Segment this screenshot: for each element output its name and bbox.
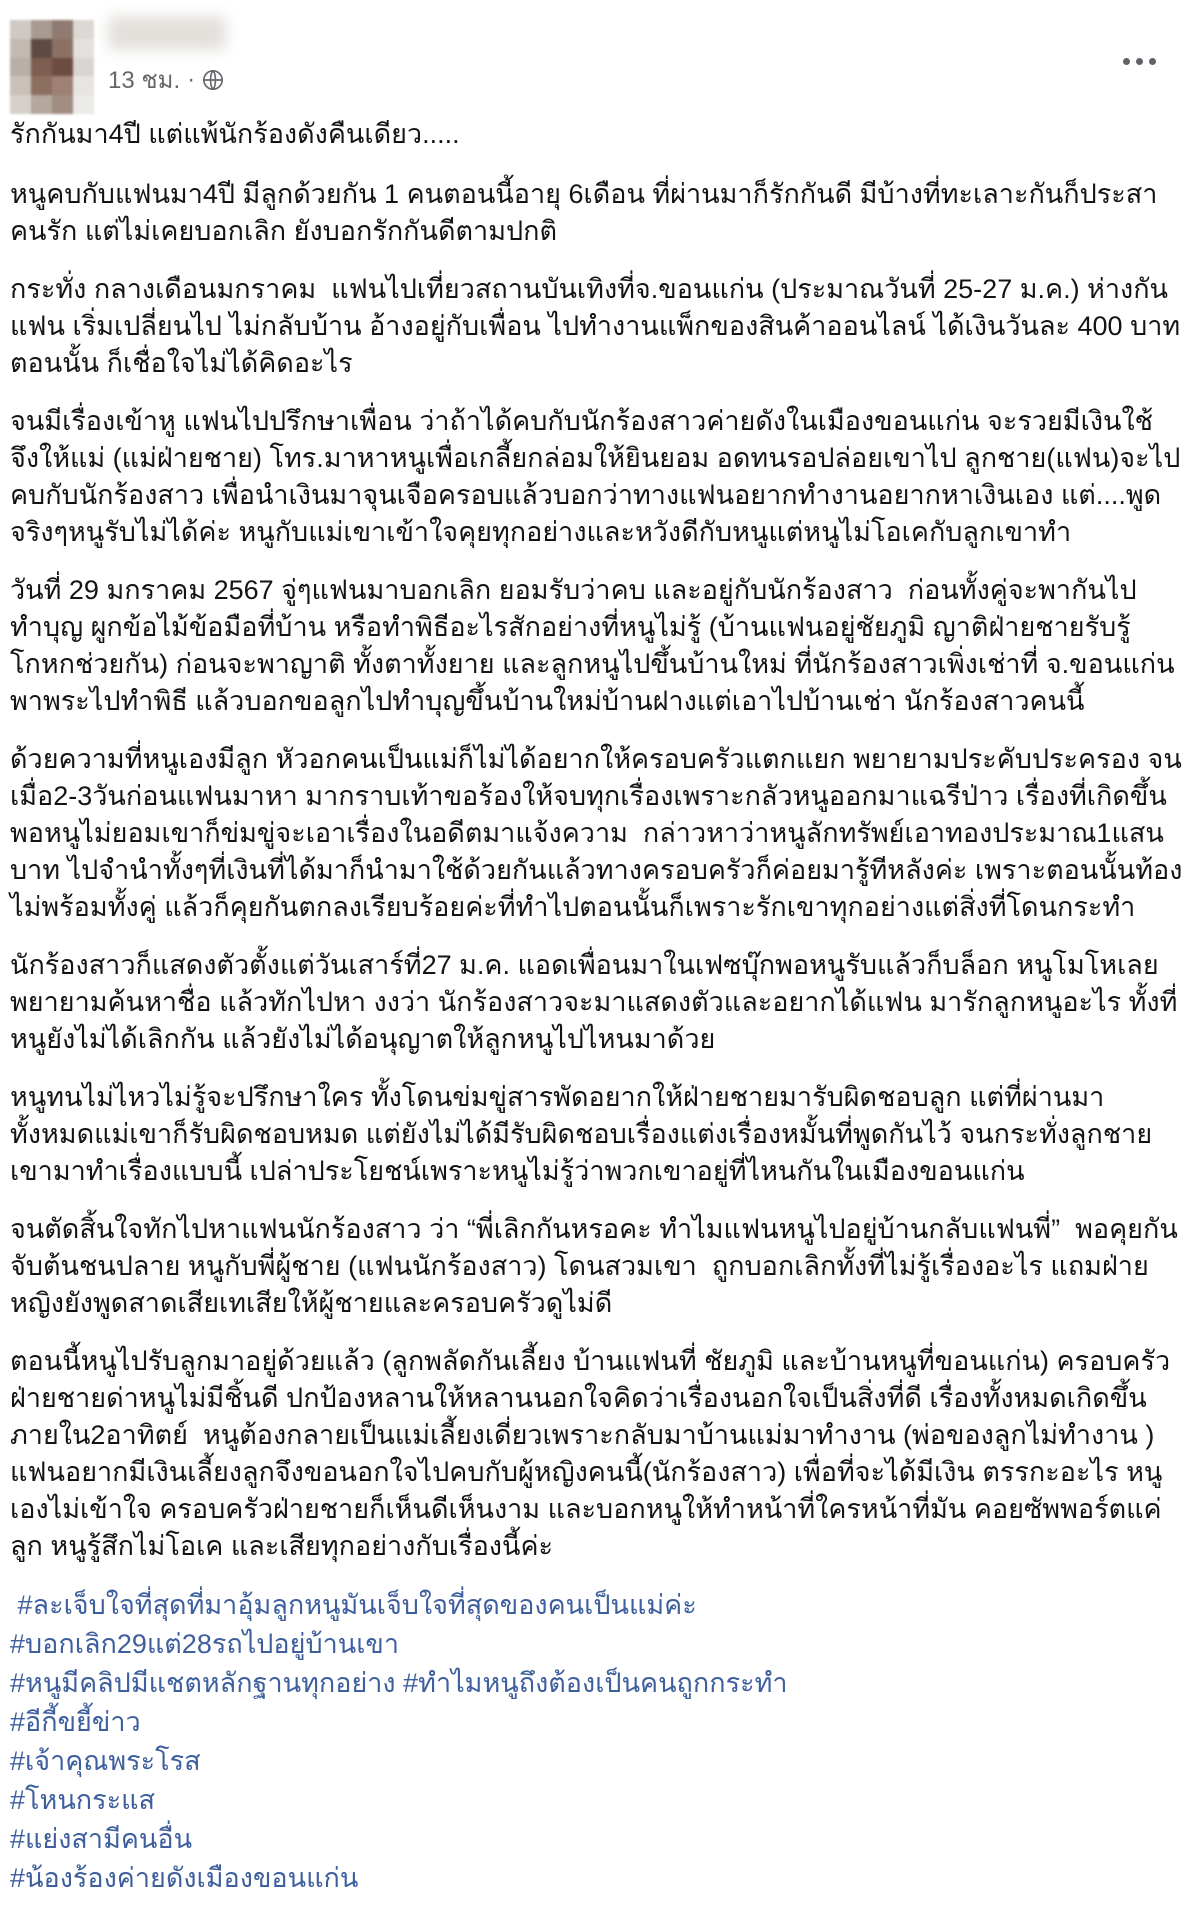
ellipsis-icon <box>1136 58 1143 65</box>
post-body <box>10 116 1196 1898</box>
hashtag-link[interactable]: #แย่งสามีคนอื่น <box>10 1824 193 1854</box>
globe-icon <box>202 69 224 91</box>
hashtag-link[interactable]: #หนูมีคลิปมีแชตหลักฐานทุกอย่าง <box>10 1668 396 1698</box>
hashtag-prefix <box>10 1590 18 1620</box>
post-paragraph: วันที่ 29 มกราคม 2567 จู่ๆแฟนมาบอกเลิก ยอมรับว่าคบ และอยู่กับนักร้องสาว ก่อนทั้งคู่จะพากันไปทำบุญ ผูกข้อไม้ข้อมือที่บ้าน หรือทำพิธีอะไรสักอย่างที่หนูไม่รู้ (บ้านแฟนอยู่ชัยภูมิ ญาติฝ่ายชายรับรู้โกหกช่วยกัน) ก่อนจะพาญาติ ทั้งตาทั้งยาย และลูกหนูไปขึ้นบ้านใหม่ ที่นักร้องสาวเพิ่งเช่าที่ จ.ขอนแก่น พาพระไปทำพิธี แล้วบอกขอลูกไปทำบุญขึ้นบ้านใหม่บ้านฝางแต่เอาไปบ้านเช่า นักร้องสาวคนนี้ <box>10 575 1183 716</box>
hashtag-link[interactable]: #เจ้าคุณพระโรส <box>10 1746 201 1776</box>
hashtag-line <box>10 1664 1186 1703</box>
post-paragraph: นักร้องสาวก็แสดงตัวตั้งแต่วันเสาร์ที่27 ม.ค. แอดเพื่อนมาในเฟซบุ๊กพอหนูรับแล้วก็บล็อก หนูโมโหเลย พยายามค้นหาชื่อ แล้วทักไปหา งงว่า นักร้องสาวจะมาแสดงตัวและอยากได้แฟน มารักลูกหนูอะไร ทั้งที่หนูยังไม่ได้เลิกกัน แล้วยังไม่ได้อนุญาตให้ลูกหนูไปไหนมาด้วย <box>10 950 1178 1054</box>
hashtag-link[interactable]: #ละเจ็บใจที่สุดที่มาอุ้มลูกหนูมันเจ็บใจที่สุดของคนเป็นแม่ค่ะ <box>17 1590 697 1620</box>
hashtag-line <box>10 1781 1186 1820</box>
hashtag-link[interactable]: #อีกี้ขยี้ข่าว <box>10 1707 141 1737</box>
post-paragraph: ด้วยความที่หนูเองมีลูก หัวอกคนเป็นแม่ก็ไม่ได้อยากให้ครอบครัวแตกแยก พยายามประคับประครอง จนเมื่อ2-3วันก่อนแฟนมาหา มากราบเท้าขอร้องให้จบทุกเรื่องเพราะกลัวหนูออกมาแฉรีป่าว เรื่องที่เกิดขึ้น พอหนูไม่ยอมเขาก็ข่มขู่จะเอาเรื่องในอดีตมาแจ้งความ กล่าวหาว่าหนูลักทรัพย์เอาทองประมาณ1แสนบาท ไปจำนำทั้งๆที่เงินที่ได้มาก็นำมาใช้ด้วยกันแล้วทางครอบครัวก็ค่อยมารู้ทีหลังค่ะ เพราะตอนนั้นท้องไม่พร้อมทั้งคู่ แล้วก็คุยกันตกลงเรียบร้อยค่ะที่ทำไปตอนนั้นก็เพราะรักเขาทุกอย่างแต่สิ่งที่โดนกระทำ <box>10 744 1183 922</box>
hashtag-link[interactable]: #น้องร้องค่ายดังเมืองขอนแก่น <box>10 1863 359 1893</box>
hashtag-link[interactable]: #ทำไมหนูถึงต้องเป็นคนถูกกระทำ <box>403 1668 788 1698</box>
hashtag-line <box>10 1859 1186 1898</box>
hashtag-line <box>10 1625 1186 1664</box>
post-paragraph: จนมีเรื่องเข้าหู แฟนไปปรึกษาเพื่อน ว่าถ้าได้คบกับนักร้องสาวค่ายดังในเมืองขอนแก่น จะรวยมีเงินใช้ จึงให้แม่ (แม่ฝ่ายชาย) โทร.มาหาหนูเพื่อเกลี้ยกล่อมให้ยินยอม อดทนรอปล่อยเขาไป ลูกชาย(แฟน)จะไปคบกับนักร้องสาว เพื่อนำเงินมาจุนเจือครอบแล้วบอกว่าทางแฟนอยากทำงานอยากหาเงินเอง แต่....พูดจริงๆหนูรับไม่ได้ค่ะ หนูกับแม่เขาเข้าใจคุยทุกอย่างและหวังดีกับหนูแต่หนูไม่โอเคกับลูกเขาทำ <box>10 406 1181 547</box>
timestamp[interactable]: 13 ชม. <box>108 67 181 94</box>
hashtag-line <box>10 1586 1186 1625</box>
ellipsis-icon <box>1123 58 1130 65</box>
hashtag-link[interactable]: #บอกเลิก29แต่28รถไปอยู่บ้านเขา <box>10 1629 400 1659</box>
post-options-button[interactable] <box>1115 50 1164 73</box>
meta-separator: · <box>187 65 196 93</box>
post-paragraph: จนตัดสิ้นใจทักไปหาแฟนนักร้องสาว ว่า “พี่เลิกกันหรอคะ ทำไมแฟนหนูไปอยู่บ้านกลับแฟนพี่” พอคุยกันจับต้นชนปลาย หนูกับพี่ผู้ชาย (แฟนนักร้องสาว) โดนสวมเขา ถูกบอกเลิกทั้งที่ไม่รู้เรื่องอะไร แถมฝ่ายหญิงยังพูดสาดเสียเทเสียให้ผู้ชายและครอบครัวดูไม่ดี <box>10 1214 1178 1318</box>
hashtag-line <box>10 1742 1186 1781</box>
hashtag-line <box>10 1703 1186 1742</box>
post-paragraph: ตอนนี้หนูไปรับลูกมาอยู่ด้วยแล้ว (ลูกพลัดกันเลี้ยง บ้านแฟนที่ ชัยภูมิ และบ้านหนูที่ขอนแก่น) ครอบครัวฝ่ายชายด่าหนูไม่มีชิ้นดี ปกป้องหลานให้หลานนอกใจคิดว่าเรื่องนอกใจเป็นสิ่งที่ดี เรื่องทั้งหมดเกิดขึ้นภายใน2อาทิตย์ หนูต้องกลายเป็นแม่เลี้ยงเดี่ยวเพราะกลับมาบ้านแม่มาทำงาน (พ่อของลูกไม่ทำงาน ) แฟนอยากมีเงินเลี้ยงลูกจึงขอนอกใจไปคบกับผู้หญิงคนนี้(นักร้องสาว) เพื่อที่จะได้มีเงิน ตรรกะอะไร หนูเองไม่เข้าใจ ครอบครัวฝ่ายชายก็เห็นดีเห็นงาม และบอกหนูให้ทำหน้าที่ใครหน้าที่มัน คอยซัพพอร์ตแค่ลูก หนูรู้สึกไม่โอเค และเสียทุกอย่างกับเรื่องนี้ค่ะ <box>10 1346 1171 1561</box>
post-header <box>10 10 1186 114</box>
avatar[interactable] <box>10 20 94 114</box>
post-paragraph: หนูทนไม่ไหวไม่รู้จะปรึกษาใคร ทั้งโดนข่มขู่สารพัดอยากให้ฝ่ายชายมารับผิดชอบลูก แต่ที่ผ่านมาทั้งหมดแม่เขาก็รับผิดชอบหมด แต่ยังไม่ได้มีรับผิดชอบเรื่องแต่งเรื่องหมั้นที่พูดกันไว้ จนกระทั่งลูกชายเขามาทำเรื่องแบบนี้ เปล่าประโยชน์เพราะหนูไม่รู้ว่าพวกเขาอยู่ที่ไหนกันในเมืองขอนแก่น <box>10 1082 1153 1186</box>
ellipsis-icon <box>1149 58 1156 65</box>
post-paragraph: หนูคบกับแฟนมา4ปี มีลูกด้วยกัน 1 คนตอนนี้อายุ 6เดือน ที่ผ่านมาก็รักกันดี มีบ้างที่ทะเลาะกันก็ประสาคนรัก แต่ไม่เคยบอกเลิก ยังบอกรักกันดีตามปกติ <box>10 179 1158 246</box>
post-paragraph: กระทั่ง กลางเดือนมกราคม แฟนไปเที่ยวสถานบันเทิงที่จ.ขอนแก่น (ประมาณวันที่ 25-27 ม.ค.) ห่างกันแฟน เริ่มเปลี่ยนไป ไม่กลับบ้าน อ้างอยู่กับเพื่อน ไปทำงานแพ็กของสินค้าออนไลน์ ได้เงินวันละ 400 บาท ตอนนั้น ก็เชื่อใจไม่ได้คิดอะไร <box>10 274 1196 378</box>
hashtag-block <box>10 1586 1186 1898</box>
hashtag-link[interactable]: #โหนกระแส <box>10 1785 156 1815</box>
post-meta-row <box>108 60 226 99</box>
post-title: รักกันมา4ปี แต่แพ้นักร้องดังคืนเดียว..... <box>10 119 460 149</box>
author-name-blurred[interactable] <box>108 16 226 50</box>
hashtag-line <box>10 1820 1186 1859</box>
header-meta <box>108 10 226 99</box>
